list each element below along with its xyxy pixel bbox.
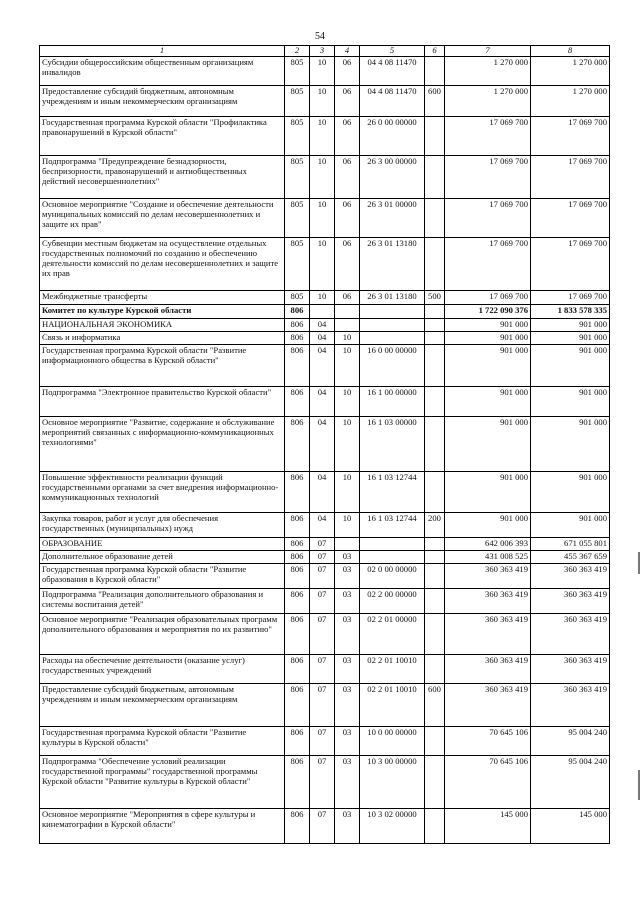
- row-value-cell: 10: [310, 155, 335, 198]
- row-value-cell: 901 000: [445, 344, 531, 386]
- row-value-cell: [360, 331, 425, 344]
- row-value-cell: [425, 116, 445, 155]
- row-name-cell: Связь и информатика: [40, 331, 285, 344]
- column-number: 2: [285, 46, 310, 57]
- row-name-cell: Субвенции местным бюджетам на осуществление отдельных государственных полномочий по созданию и обеспечению деятельности комиссий по делам несовершеннолетних и защите их прав: [40, 237, 285, 290]
- row-value-cell: 10: [310, 198, 335, 237]
- row-value-cell: 03: [335, 563, 360, 588]
- row-value-cell: 1 722 090 376: [445, 304, 531, 318]
- row-value-cell: [310, 304, 335, 318]
- row-value-cell: 806: [285, 304, 310, 318]
- row-value-cell: [425, 331, 445, 344]
- row-value-cell: 17 069 700: [531, 198, 610, 237]
- row-value-cell: 03: [335, 683, 360, 726]
- row-value-cell: 02 2 01 10010: [360, 683, 425, 726]
- row-value-cell: 17 069 700: [531, 237, 610, 290]
- row-value-cell: 806: [285, 471, 310, 512]
- row-value-cell: 10: [335, 386, 360, 416]
- row-value-cell: 10: [310, 237, 335, 290]
- row-value-cell: 10: [335, 512, 360, 537]
- row-value-cell: 10 0 00 00000: [360, 726, 425, 755]
- row-value-cell: [360, 304, 425, 318]
- row-value-cell: [425, 198, 445, 237]
- row-name-cell: Основное мероприятие "Мероприятия в сфере культуры и кинематографии в Курской области": [40, 808, 285, 843]
- row-value-cell: 04 4 08 11470: [360, 56, 425, 85]
- row-value-cell: 07: [310, 550, 335, 563]
- row-value-cell: 03: [335, 588, 360, 613]
- row-value-cell: 805: [285, 155, 310, 198]
- row-name-cell: Предоставление субсидий бюджетным, автономным учреждениям и иным некоммерческим организациям: [40, 85, 285, 116]
- row-value-cell: 04: [310, 331, 335, 344]
- row-value-cell: 360 363 419: [445, 613, 531, 654]
- row-name-cell: Субсидии общероссийским общественным организациям инвалидов: [40, 56, 285, 85]
- row-value-cell: 70 645 106: [445, 755, 531, 808]
- table-row: [40, 331, 610, 344]
- row-value-cell: 805: [285, 237, 310, 290]
- row-value-cell: 600: [425, 683, 445, 726]
- row-value-cell: 06: [335, 237, 360, 290]
- row-name-cell: Подпрограмма "Предупреждение безнадзорности, беспризорности, правонарушений и антиобщественных действий несовершеннолетних": [40, 155, 285, 198]
- row-value-cell: 17 069 700: [445, 237, 531, 290]
- row-value-cell: 04: [310, 416, 335, 471]
- row-value-cell: 806: [285, 613, 310, 654]
- column-number: 7: [445, 46, 531, 57]
- row-value-cell: 901 000: [531, 344, 610, 386]
- table-row: [40, 755, 610, 808]
- row-value-cell: [425, 613, 445, 654]
- table-row: [40, 654, 610, 683]
- row-value-cell: [425, 56, 445, 85]
- row-value-cell: 04: [310, 386, 335, 416]
- row-value-cell: [425, 654, 445, 683]
- row-value-cell: 17 069 700: [531, 116, 610, 155]
- row-value-cell: 805: [285, 198, 310, 237]
- row-value-cell: 06: [335, 56, 360, 85]
- row-value-cell: 03: [335, 726, 360, 755]
- row-value-cell: 26 3 01 00000: [360, 198, 425, 237]
- row-value-cell: 360 363 419: [445, 563, 531, 588]
- row-value-cell: 360 363 419: [445, 683, 531, 726]
- row-value-cell: 04: [310, 344, 335, 386]
- row-value-cell: 806: [285, 588, 310, 613]
- row-value-cell: 03: [335, 808, 360, 843]
- row-value-cell: 901 000: [445, 331, 531, 344]
- row-value-cell: 901 000: [445, 416, 531, 471]
- column-number: 3: [310, 46, 335, 57]
- row-value-cell: 04: [310, 318, 335, 331]
- row-value-cell: 03: [335, 755, 360, 808]
- row-value-cell: 17 069 700: [531, 155, 610, 198]
- row-value-cell: 1 270 000: [445, 85, 531, 116]
- row-value-cell: 26 0 00 00000: [360, 116, 425, 155]
- row-value-cell: 03: [335, 550, 360, 563]
- row-value-cell: 901 000: [445, 386, 531, 416]
- row-value-cell: [335, 318, 360, 331]
- row-value-cell: 901 000: [531, 386, 610, 416]
- row-value-cell: 10: [310, 290, 335, 304]
- row-value-cell: 10 3 02 00000: [360, 808, 425, 843]
- table-row: [40, 613, 610, 654]
- table-row: [40, 808, 610, 843]
- row-value-cell: 07: [310, 726, 335, 755]
- row-value-cell: 10: [335, 331, 360, 344]
- row-name-cell: Основное мероприятие "Создание и обеспечение деятельности муниципальных комиссий по делам несовершеннолетних и защите их прав": [40, 198, 285, 237]
- row-value-cell: 806: [285, 416, 310, 471]
- table-row: [40, 85, 610, 116]
- table-row: [40, 344, 610, 386]
- row-value-cell: 02 2 01 00000: [360, 613, 425, 654]
- row-value-cell: 360 363 419: [531, 683, 610, 726]
- row-value-cell: 360 363 419: [531, 613, 610, 654]
- row-name-cell: Основное мероприятие "Развитие, содержание и обслуживание мероприятий связанных с информационно-коммуникационных технологиями": [40, 416, 285, 471]
- row-value-cell: 07: [310, 588, 335, 613]
- row-value-cell: 1 270 000: [531, 85, 610, 116]
- row-value-cell: 07: [310, 537, 335, 550]
- row-value-cell: 360 363 419: [531, 563, 610, 588]
- table-row: [40, 198, 610, 237]
- row-value-cell: 07: [310, 613, 335, 654]
- row-value-cell: 70 645 106: [445, 726, 531, 755]
- row-value-cell: [425, 318, 445, 331]
- row-value-cell: 805: [285, 56, 310, 85]
- table-row: [40, 550, 610, 563]
- row-value-cell: 06: [335, 290, 360, 304]
- row-value-cell: 10: [335, 344, 360, 386]
- table-row: [40, 116, 610, 155]
- table-row: [40, 726, 610, 755]
- row-name-cell: Государственная программа Курской области "Профилактика правонарушений в Курской области": [40, 116, 285, 155]
- row-value-cell: 16 1 00 00000: [360, 386, 425, 416]
- row-value-cell: [360, 550, 425, 563]
- row-value-cell: 17 069 700: [445, 155, 531, 198]
- row-value-cell: 901 000: [445, 471, 531, 512]
- row-value-cell: 901 000: [445, 512, 531, 537]
- row-value-cell: 901 000: [531, 318, 610, 331]
- row-value-cell: 02 0 00 00000: [360, 563, 425, 588]
- row-value-cell: 805: [285, 85, 310, 116]
- row-value-cell: [335, 537, 360, 550]
- table-row: [40, 56, 610, 85]
- row-name-cell: Закупка товаров, работ и услуг для обеспечения государственных (муниципальных) нужд: [40, 512, 285, 537]
- row-value-cell: 02 2 01 10010: [360, 654, 425, 683]
- row-value-cell: 360 363 419: [531, 588, 610, 613]
- row-value-cell: [425, 537, 445, 550]
- row-value-cell: 10: [310, 56, 335, 85]
- row-value-cell: 806: [285, 550, 310, 563]
- row-name-cell: Подпрограмма "Реализация дополнительного образования и системы воспитания детей": [40, 588, 285, 613]
- row-value-cell: 02 2 00 00000: [360, 588, 425, 613]
- column-number: 6: [425, 46, 445, 57]
- row-value-cell: 145 000: [445, 808, 531, 843]
- row-value-cell: 1 270 000: [531, 56, 610, 85]
- row-value-cell: 26 3 01 13180: [360, 290, 425, 304]
- row-value-cell: 805: [285, 290, 310, 304]
- row-value-cell: 145 000: [531, 808, 610, 843]
- row-name-cell: НАЦИОНАЛЬНАЯ ЭКОНОМИКА: [40, 318, 285, 331]
- row-value-cell: 04: [310, 471, 335, 512]
- row-value-cell: 17 069 700: [445, 290, 531, 304]
- row-value-cell: 806: [285, 755, 310, 808]
- table-body: [40, 46, 610, 844]
- row-value-cell: [425, 344, 445, 386]
- row-value-cell: 03: [335, 654, 360, 683]
- row-value-cell: [360, 318, 425, 331]
- column-number: 5: [360, 46, 425, 57]
- row-value-cell: [425, 304, 445, 318]
- column-number: 1: [40, 46, 285, 57]
- row-value-cell: [425, 471, 445, 512]
- row-value-cell: 806: [285, 331, 310, 344]
- table-row: [40, 683, 610, 726]
- row-value-cell: 805: [285, 116, 310, 155]
- row-value-cell: [425, 416, 445, 471]
- row-value-cell: 07: [310, 683, 335, 726]
- row-value-cell: 10: [310, 116, 335, 155]
- table-row: [40, 237, 610, 290]
- row-value-cell: 500: [425, 290, 445, 304]
- row-value-cell: 07: [310, 563, 335, 588]
- row-value-cell: 03: [335, 613, 360, 654]
- page-number: 54: [315, 31, 325, 42]
- row-value-cell: 10: [310, 85, 335, 116]
- row-value-cell: 901 000: [531, 471, 610, 512]
- row-value-cell: 1 833 578 335: [531, 304, 610, 318]
- table-row: [40, 471, 610, 512]
- row-value-cell: 16 0 00 00000: [360, 344, 425, 386]
- row-name-cell: Предоставление субсидий бюджетным, автономным учреждениям и иным некоммерческим организациям: [40, 683, 285, 726]
- row-value-cell: 07: [310, 654, 335, 683]
- row-value-cell: 806: [285, 726, 310, 755]
- row-name-cell: Расходы на обеспечение деятельности (оказание услуг) государственных учреждений: [40, 654, 285, 683]
- row-value-cell: 10: [335, 416, 360, 471]
- row-value-cell: 806: [285, 386, 310, 416]
- row-value-cell: 10: [335, 471, 360, 512]
- row-name-cell: Межбюджетные трансферты: [40, 290, 285, 304]
- row-value-cell: [360, 537, 425, 550]
- column-number-row: [40, 46, 610, 57]
- row-name-cell: Государственная программа Курской области "Развитие образования в Курской области": [40, 563, 285, 588]
- row-name-cell: Государственная программа Курской области "Развитие культуры в Курской области": [40, 726, 285, 755]
- row-value-cell: 901 000: [445, 318, 531, 331]
- row-value-cell: 901 000: [531, 512, 610, 537]
- table-row: [40, 386, 610, 416]
- row-value-cell: [425, 588, 445, 613]
- row-name-cell: Комитет по культуре Курской области: [40, 304, 285, 318]
- row-value-cell: 671 055 801: [531, 537, 610, 550]
- row-value-cell: [425, 726, 445, 755]
- row-value-cell: 17 069 700: [445, 116, 531, 155]
- budget-table: [39, 45, 610, 844]
- row-name-cell: Государственная программа Курской области "Развитие информационного общества в Курской области": [40, 344, 285, 386]
- row-value-cell: 806: [285, 654, 310, 683]
- row-name-cell: ОБРАЗОВАНИЕ: [40, 537, 285, 550]
- row-name-cell: Основное мероприятие "Реализация образовательных программ дополнительного образования и мероприятия по их развитию": [40, 613, 285, 654]
- row-value-cell: 1 270 000: [445, 56, 531, 85]
- row-value-cell: [425, 808, 445, 843]
- table-row: [40, 416, 610, 471]
- table-row: [40, 512, 610, 537]
- row-value-cell: 17 069 700: [531, 290, 610, 304]
- row-name-cell: Дополнительное образование детей: [40, 550, 285, 563]
- table-row: [40, 588, 610, 613]
- row-value-cell: [425, 563, 445, 588]
- row-value-cell: 806: [285, 537, 310, 550]
- row-value-cell: [335, 304, 360, 318]
- column-number: 8: [531, 46, 610, 57]
- table-row: [40, 304, 610, 318]
- row-value-cell: 806: [285, 318, 310, 331]
- table-row: [40, 563, 610, 588]
- row-name-cell: Подпрограмма "Электронное правительство Курской области": [40, 386, 285, 416]
- row-value-cell: 06: [335, 85, 360, 116]
- row-value-cell: 901 000: [531, 331, 610, 344]
- row-value-cell: 26 3 00 00000: [360, 155, 425, 198]
- row-value-cell: 806: [285, 808, 310, 843]
- row-value-cell: 04: [310, 512, 335, 537]
- row-value-cell: 16 1 03 12744: [360, 471, 425, 512]
- row-value-cell: 806: [285, 344, 310, 386]
- row-value-cell: 806: [285, 563, 310, 588]
- row-value-cell: 07: [310, 808, 335, 843]
- table-row: [40, 318, 610, 331]
- row-value-cell: 642 006 393: [445, 537, 531, 550]
- row-name-cell: Подпрограмма "Обеспечение условий реализации государственной программы" государственной программы Курской области "Развитие культуры в Курской области": [40, 755, 285, 808]
- row-value-cell: 26 3 01 13180: [360, 237, 425, 290]
- row-value-cell: 06: [335, 155, 360, 198]
- row-value-cell: 95 004 240: [531, 726, 610, 755]
- table-row: [40, 290, 610, 304]
- row-value-cell: [425, 386, 445, 416]
- row-value-cell: 360 363 419: [445, 588, 531, 613]
- table-row: [40, 155, 610, 198]
- row-value-cell: 95 004 240: [531, 755, 610, 808]
- row-name-cell: Повышение эффективности реализации функций государственными органами за счет внедрения информационно-коммуникационных технологий: [40, 471, 285, 512]
- row-value-cell: 06: [335, 116, 360, 155]
- row-value-cell: 360 363 419: [445, 654, 531, 683]
- row-value-cell: 10 3 00 00000: [360, 755, 425, 808]
- row-value-cell: [425, 237, 445, 290]
- row-value-cell: 600: [425, 85, 445, 116]
- row-value-cell: 16 1 03 12744: [360, 512, 425, 537]
- row-value-cell: 17 069 700: [445, 198, 531, 237]
- table-row: [40, 537, 610, 550]
- row-value-cell: 431 008 525: [445, 550, 531, 563]
- row-value-cell: 806: [285, 512, 310, 537]
- column-number: 4: [335, 46, 360, 57]
- row-value-cell: 06: [335, 198, 360, 237]
- row-value-cell: 806: [285, 683, 310, 726]
- row-value-cell: [425, 550, 445, 563]
- row-value-cell: 901 000: [531, 416, 610, 471]
- row-value-cell: 360 363 419: [531, 654, 610, 683]
- row-value-cell: [425, 755, 445, 808]
- row-value-cell: 07: [310, 755, 335, 808]
- row-value-cell: 455 367 659: [531, 550, 610, 563]
- row-value-cell: [425, 155, 445, 198]
- row-value-cell: 16 1 03 00000: [360, 416, 425, 471]
- row-value-cell: 200: [425, 512, 445, 537]
- row-value-cell: 04 4 08 11470: [360, 85, 425, 116]
